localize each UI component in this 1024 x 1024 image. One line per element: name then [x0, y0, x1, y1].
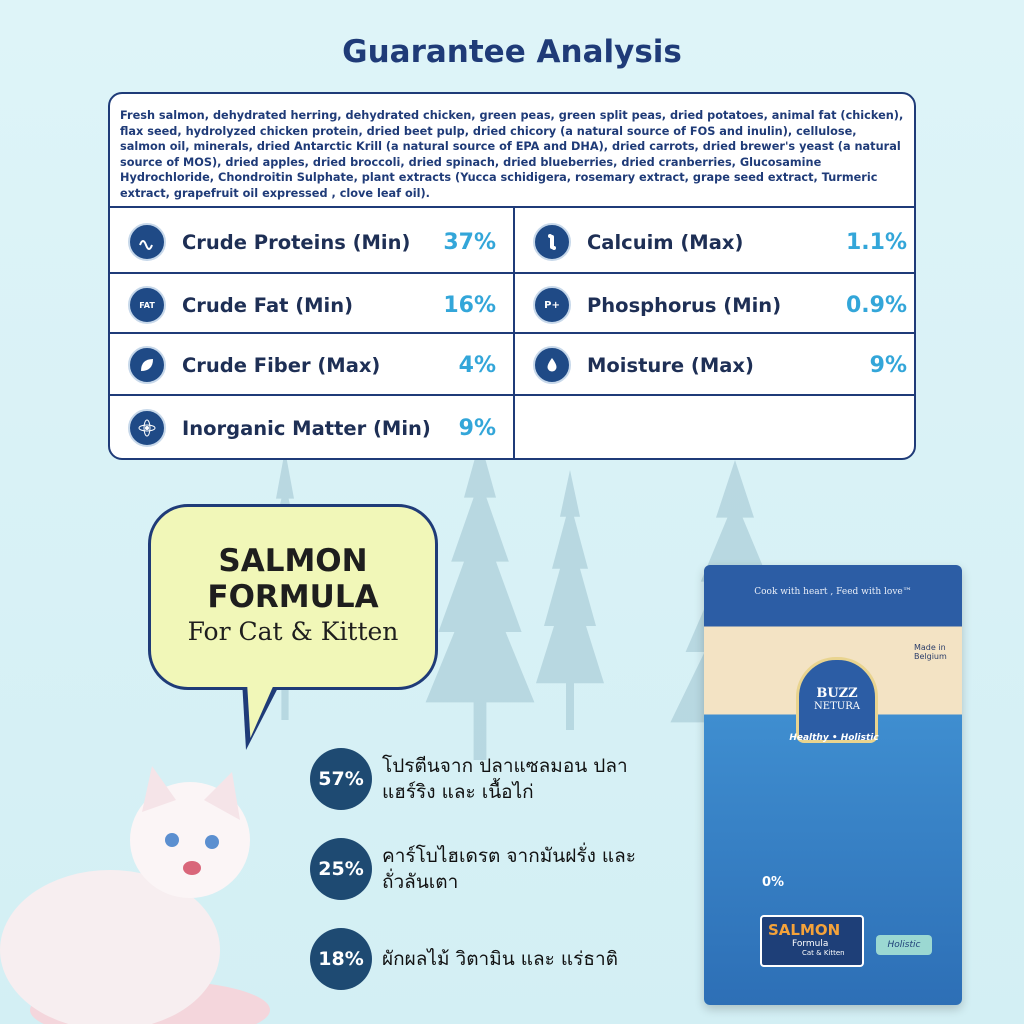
product-package-image [704, 565, 962, 1005]
composition-stat [310, 748, 652, 810]
divider [513, 208, 515, 460]
leaf-icon [128, 346, 166, 384]
composition-stat [310, 838, 652, 900]
product-label [760, 915, 864, 967]
nutrient-value: 1.1% [845, 229, 907, 255]
atom-icon [128, 409, 166, 447]
stat-text: โปรตีนจาก ปลาแซลมอน ปลาแฮร์ริง และ เนื้อไก่ [382, 755, 628, 803]
stat-text: ผักผลไม้ วิตามิน และ แร่ธาติ [382, 948, 618, 970]
nutrient-label: Crude Fat (Min) [182, 293, 354, 317]
package-tagline: Cook with heart , Feed with love™ [754, 587, 912, 597]
product-audience: Cat & Kitten [802, 949, 845, 957]
kitten-image [0, 760, 280, 1024]
water-drop-icon [533, 346, 571, 384]
ingredients-text: Fresh salmon, dehydrated herring, dehydrated chicken, green peas, green split peas, dried potatoes, animal fat (chicken), flax seed, hydrolyzed chicken protein, dried beet pulp, dried chicory (a natural source of FOS and inulin), cellulose, salmon oil, minerals, dried Antarctic Krill (a natural source of EPA and DHA), dried carrots, dried brewer's yeast (a natural source of MOS), dried apples, dried broccoli, dried spinach, dried blueberries, dried cranberries, Glucosamine Hydrochloride, Chondroitin Sulphate, plant extracts (Yucca schidigera, rosemary extract, grape seed extract, Turmeric extract, grapefruit oil expressed , clove leaf oil). [110, 94, 914, 208]
nutrient-value: 9% [458, 415, 496, 441]
bubble-line: SALMON [218, 543, 368, 579]
divider [110, 272, 914, 274]
brand-name: NETURA [814, 701, 860, 712]
brand-name: BUZZ [816, 686, 858, 701]
brand-badge [796, 657, 878, 743]
nutrient-value: 4% [458, 352, 496, 378]
nutrient-row [128, 343, 496, 387]
nutrient-label: Calcuim (Max) [587, 230, 744, 254]
nutrient-row [533, 220, 907, 264]
nutrient-label: Phosphorus (Min) [587, 293, 782, 317]
product-formula: Formula [792, 939, 829, 949]
stat-percentage: 25% [310, 838, 372, 900]
fat-icon [128, 286, 166, 324]
holistic-badge: Holistic [876, 935, 932, 955]
stat-text: คาร์โบไฮเดรต จากมันฝรั่ง และ ถั่วลันเตา [382, 845, 636, 893]
nutrient-row [533, 343, 907, 387]
nutrient-label: Moisture (Max) [587, 353, 754, 377]
nutrient-value: 0.9% [845, 292, 907, 318]
nutrient-row [128, 220, 496, 264]
nutrient-value: 37% [443, 229, 496, 255]
protein-icon [128, 223, 166, 261]
composition-stat [310, 928, 652, 990]
divider [110, 332, 914, 334]
package-origin: Made in Belgium [914, 643, 947, 661]
stat-percentage: 57% [310, 748, 372, 810]
bubble-title [151, 543, 435, 615]
guarantee-analysis-panel [108, 92, 916, 460]
nutrient-label: Inorganic Matter (Min) [182, 416, 431, 440]
brand-subtitle: Healthy • Holistic [789, 733, 879, 743]
nutrient-value: 9% [869, 352, 907, 378]
stat-percentage: 18% [310, 928, 372, 990]
phosphorus-icon-text: P+ [544, 299, 560, 311]
fat-icon-text: FAT [139, 300, 155, 310]
bone-icon [533, 223, 571, 261]
phosphorus-icon [533, 286, 571, 324]
nutrient-row [128, 406, 496, 450]
speech-bubble [148, 504, 438, 690]
zero-percent: 0% [762, 875, 785, 890]
nutrient-label: Crude Fiber (Max) [182, 353, 381, 377]
nutrient-value: 16% [443, 292, 496, 318]
divider [110, 394, 914, 396]
page-title: Guarantee Analysis [342, 34, 682, 70]
bubble-line: FORMULA [207, 579, 379, 615]
nutrient-row [128, 283, 496, 327]
bubble-subtitle: For Cat & Kitten [187, 617, 399, 646]
nutrient-row [533, 283, 907, 327]
nutrient-label: Crude Proteins (Min) [182, 230, 411, 254]
product-name: SALMON [768, 921, 841, 939]
